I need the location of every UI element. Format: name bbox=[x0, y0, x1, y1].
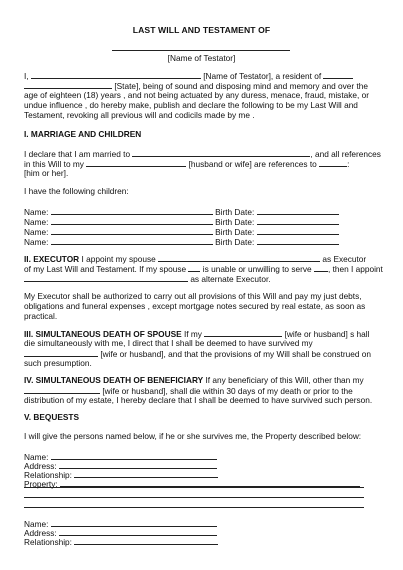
spouse-death-line-4: such presumption. bbox=[24, 358, 92, 368]
child-name-field[interactable] bbox=[51, 216, 213, 225]
bequests-intro: I will give the persons named below, if he or she survives me, the Property described below: bbox=[24, 431, 362, 441]
intro-line-3: age of eighteen (18) years , and not being actuated by any duress, menace, fraud, mistake, or bbox=[24, 90, 369, 100]
bequest-relationship-field[interactable] bbox=[74, 536, 218, 545]
child-row: Name: Birth Date: bbox=[24, 236, 339, 247]
bequest-name-field[interactable] bbox=[51, 451, 217, 460]
child-name-field[interactable] bbox=[51, 226, 213, 235]
child-name-field[interactable] bbox=[51, 236, 213, 245]
section-4-heading: IV. SIMULTANEOUS DEATH OF BENEFICIARY bbox=[24, 375, 204, 385]
child-row: Name: Birth Date: bbox=[24, 216, 339, 227]
section-1-heading: I. MARRIAGE AND CHILDREN bbox=[24, 129, 142, 139]
child-row: Name: Birth Date: bbox=[24, 206, 339, 217]
bequest-property-row: Property: bbox=[24, 478, 360, 489]
spouse-death-line-3: [wife or husband], and that the provisions of my Will shall be construed on bbox=[24, 348, 371, 359]
document-title: LAST WILL AND TESTAMENT OF bbox=[132, 25, 271, 35]
bequest-address-field[interactable] bbox=[59, 527, 217, 536]
bequest-address-row: Address: bbox=[24, 527, 217, 538]
bequest-relationship-row: Relationship: bbox=[24, 536, 218, 547]
bequest-relationship-row: Relationship: bbox=[24, 469, 218, 480]
child-birth-date-field[interactable] bbox=[257, 216, 339, 225]
bequest-relationship-field[interactable] bbox=[74, 469, 218, 478]
bequest-property-line[interactable] bbox=[24, 496, 364, 498]
spouse-name-blank[interactable] bbox=[132, 148, 310, 157]
testator-name-field[interactable] bbox=[112, 44, 290, 51]
spouse-death-blank[interactable] bbox=[204, 328, 282, 337]
beneficiary-spouse-blank[interactable] bbox=[24, 385, 100, 394]
reference-blank[interactable] bbox=[319, 158, 347, 167]
intro-line-1: I, [Name of Testator], a resident of bbox=[24, 70, 353, 81]
section-2-heading: II. EXECUTOR bbox=[24, 254, 80, 264]
bequest-address-field[interactable] bbox=[59, 460, 217, 469]
executor-paragraph-2: obligations and funeral expenses , except mortgage notes secured by real estate, as soon as bbox=[24, 301, 366, 311]
spouse-death-line-2: die simultaneously with me, I direct that I shall be deemed to have survived my bbox=[24, 338, 313, 348]
testator-name-blank[interactable] bbox=[31, 70, 201, 79]
beneficiary-death-line-3: distribution of my estate, I hereby declare that I shall be deemed to have survived such person. bbox=[24, 395, 373, 405]
residence-blank[interactable] bbox=[323, 70, 353, 79]
intro-line-5: Testament, revoking all previous will and codicils made by me . bbox=[24, 110, 255, 120]
bequest-address-row: Address: bbox=[24, 460, 217, 471]
marriage-line-1: I declare that I am married to , and all references bbox=[24, 149, 381, 159]
bequest-property-line[interactable] bbox=[24, 506, 364, 508]
executor-paragraph-1: My Executor shall be authorized to carry out all provisions of this Will and pay my just debts, bbox=[24, 291, 362, 301]
child-birth-date-field[interactable] bbox=[257, 236, 339, 245]
executor-paragraph-3: practical. bbox=[24, 311, 58, 321]
survived-spouse-blank[interactable] bbox=[24, 348, 98, 357]
section-3-heading: III. SIMULTANEOUS DEATH OF SPOUSE bbox=[24, 329, 182, 339]
bequest-name-field[interactable] bbox=[51, 518, 217, 527]
child-row: Name: Birth Date: bbox=[24, 226, 339, 237]
state-blank[interactable] bbox=[24, 80, 112, 89]
executor-line-1: II. EXECUTOR I appoint my spouse as Executor bbox=[24, 254, 367, 264]
marriage-line-2: in this Will to my [husband or wife] are references to : bbox=[24, 159, 350, 169]
husband-or-wife-blank[interactable] bbox=[86, 158, 186, 167]
beneficiary-death-line-1: IV. SIMULTANEOUS DEATH OF BENEFICIARY If any beneficiary of this Will, other than my bbox=[24, 375, 364, 385]
section-5-heading: V. BEQUESTS bbox=[24, 412, 80, 422]
intro-line-2: [State], being of sound and disposing mind and memory and over the bbox=[24, 80, 368, 91]
spouse-blank[interactable] bbox=[188, 263, 200, 272]
marriage-line-3: [him or her]. bbox=[24, 168, 69, 178]
serve-blank[interactable] bbox=[314, 263, 328, 272]
bequest-property-line[interactable] bbox=[24, 486, 364, 488]
child-birth-date-field[interactable] bbox=[257, 226, 339, 235]
executor-line-3: as alternate Executor. bbox=[24, 273, 271, 284]
spouse-death-line-1: III. SIMULTANEOUS DEATH OF SPOUSE If my [wife or husband] s hall bbox=[24, 329, 370, 339]
executor-line-2: of my Last Will and Testament. If my spouse is unable or unwilling to serve , then I appoint bbox=[24, 264, 383, 274]
executor-name-blank[interactable] bbox=[158, 253, 320, 262]
children-intro: I have the following children: bbox=[24, 186, 129, 196]
beneficiary-death-line-2: [wife or husband], shall die within 30 days of my death or prior to the bbox=[24, 385, 353, 396]
child-name-field[interactable] bbox=[51, 206, 213, 215]
bequest-name-row: Name: bbox=[24, 451, 217, 462]
alternate-executor-blank[interactable] bbox=[24, 273, 188, 282]
child-birth-date-field[interactable] bbox=[257, 206, 339, 215]
intro-line-4: undue influence , do hereby make, publish and declare the following to be my Last Will and bbox=[24, 100, 358, 110]
bequest-name-row: Name: bbox=[24, 518, 217, 529]
testator-label: [Name of Testator] bbox=[167, 53, 236, 63]
